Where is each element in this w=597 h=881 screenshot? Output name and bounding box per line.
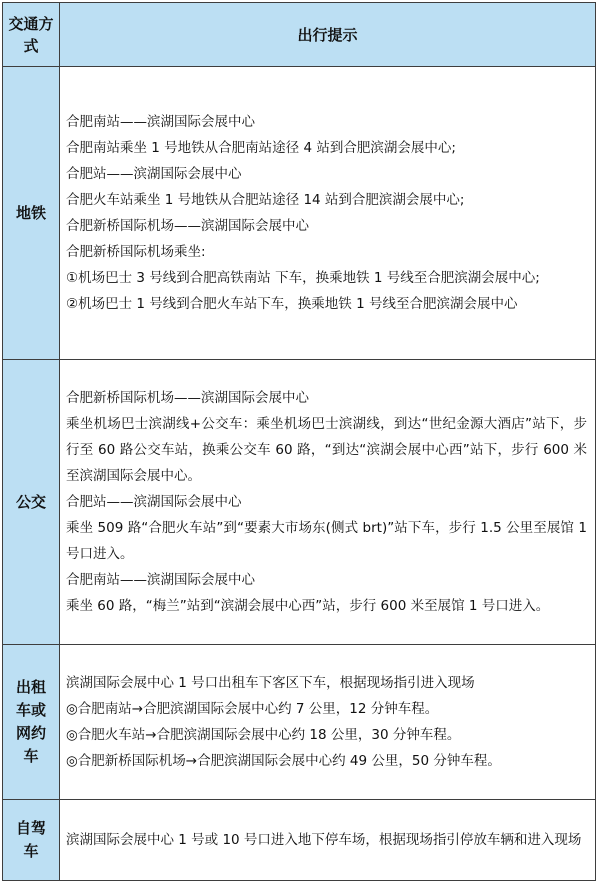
content-line: 合肥新桥国际机场——滨湖国际会展中心	[66, 218, 309, 234]
content-line: ◎合肥南站→合肥滨湖国际会展中心约 7 公里，12 分钟车程。	[66, 701, 439, 717]
header-transport-mode: 交通方式	[3, 3, 60, 67]
content-line: 合肥新桥国际机场——滨湖国际会展中心	[66, 390, 309, 406]
content-line: 乘坐 60 路，“梅兰”站到“滨湖会展中心西”站，步行 600 米至展馆 1 号口进入。	[66, 598, 550, 614]
table-row-self-drive	[3, 800, 596, 881]
content-line: 合肥南站——滨湖国际会展中心	[66, 572, 255, 588]
content-line: 合肥南站乘坐 1 号地铁从合肥南站途径 4 站到合肥滨湖会展中心;	[66, 140, 456, 156]
content-line: ◎合肥新桥国际机场→合肥滨湖国际会展中心约 49 公里，50 分钟车程。	[66, 753, 501, 769]
content-line: 合肥站——滨湖国际会展中心	[66, 494, 242, 510]
row-content-subway	[60, 67, 596, 360]
content-line: 合肥南站——滨湖国际会展中心	[66, 114, 255, 130]
content-line: 乘坐机场巴士滨湖线+公交车：乘坐机场巴士滨湖线，到达“世纪金源大酒店”站下，步行至 60 路公交车站，换乘公交车 60 路，“到达“滨湖会展中心西”站下，步行 600 米至滨湖国际会展中心。	[66, 416, 587, 484]
content-line: ①机场巴士 3 号线到合肥高铁南站 下车，换乘地铁 1 号线至合肥滨湖会展中心;	[66, 270, 540, 286]
content-line: 合肥火车站乘坐 1 号地铁从合肥站途径 14 站到合肥滨湖会展中心;	[66, 192, 465, 208]
content-line: 乘坐 509 路“合肥火车站”到“要素大市场东(侧式 brt)”站下车，步行 1.5 公里至展馆 1 号口进入。	[66, 520, 587, 562]
row-label-self-drive: 自驾车	[3, 800, 60, 881]
document-page	[2, 2, 595, 860]
content-line: 滨湖国际会展中心 1 号或 10 号口进入地下停车场，根据现场指引停放车辆和进入现场	[66, 832, 582, 848]
content-line: 合肥站——滨湖国际会展中心	[66, 166, 242, 182]
table-row-taxi	[3, 645, 596, 800]
content-line: ◎合肥火车站→合肥滨湖国际会展中心约 18 公里，30 分钟车程。	[66, 727, 461, 743]
row-label-subway: 地铁	[3, 67, 60, 360]
table-row-subway	[3, 67, 596, 360]
table-row-bus	[3, 360, 596, 645]
table-header-row	[3, 3, 596, 67]
content-line: 合肥新桥国际机场乘坐:	[66, 244, 206, 260]
row-label-taxi: 出租车或网约车	[3, 645, 60, 800]
content-line: ②机场巴士 1 号线到合肥火车站下车，换乘地铁 1 号线至合肥滨湖会展中心	[66, 296, 518, 312]
row-label-bus: 公交	[3, 360, 60, 645]
row-content-bus	[60, 360, 596, 645]
content-line: 滨湖国际会展中心 1 号口出租车下客区下车，根据现场指引进入现场	[66, 675, 475, 691]
header-travel-tips: 出行提示	[60, 3, 596, 67]
transport-table	[2, 2, 596, 881]
row-content-taxi	[60, 645, 596, 800]
row-content-self-drive	[60, 800, 596, 881]
